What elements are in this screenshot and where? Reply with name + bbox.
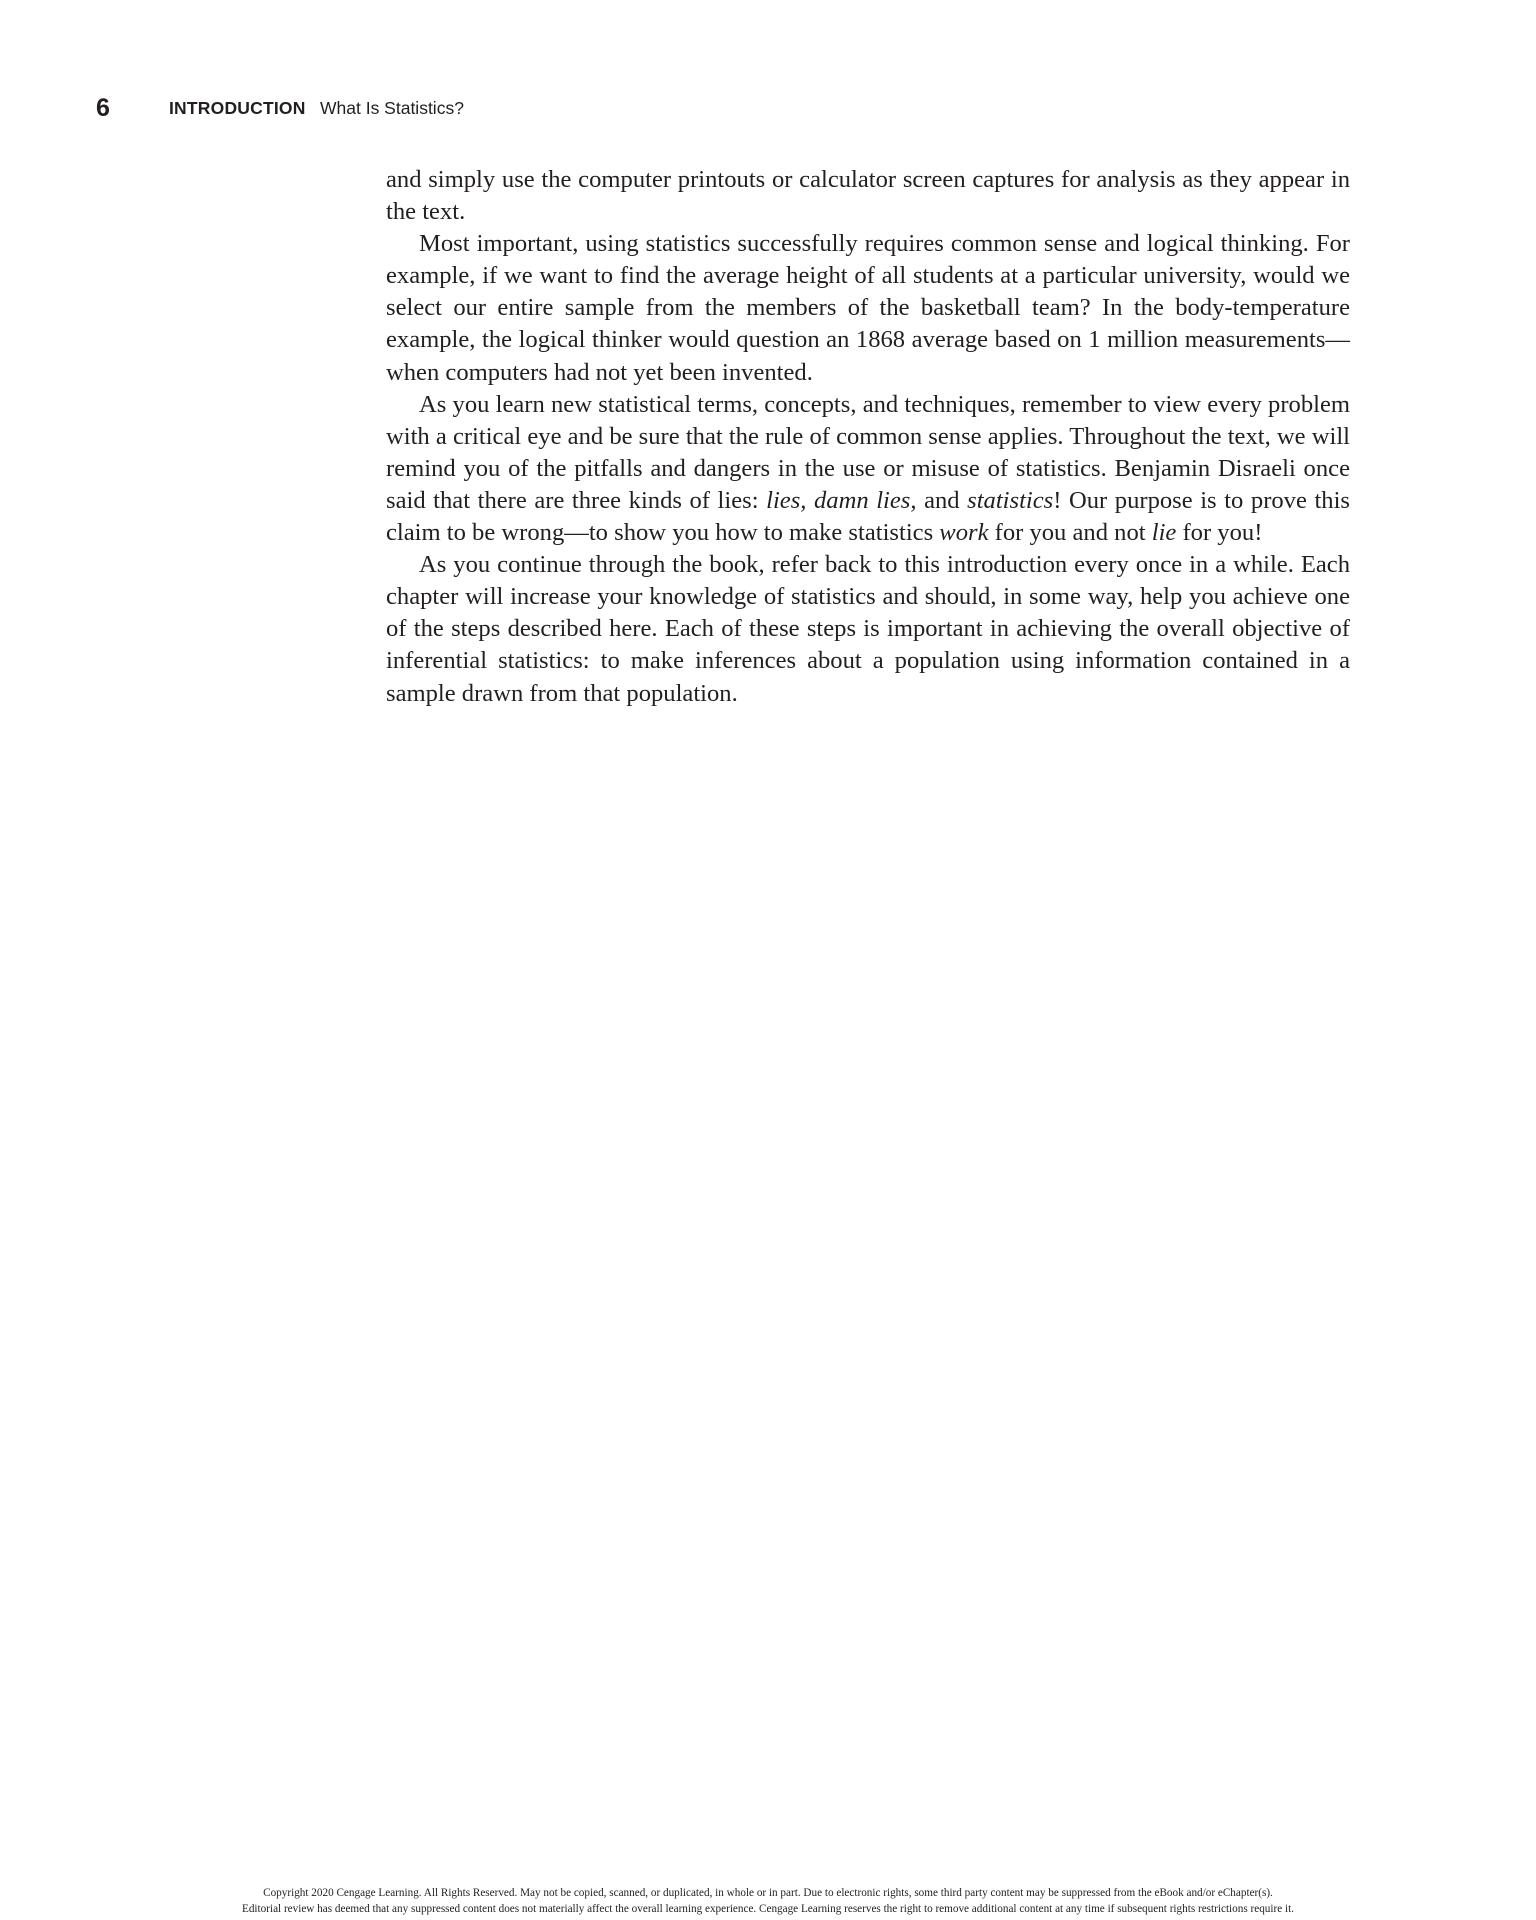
body-text xyxy=(386,164,1350,710)
italic-phrase: work xyxy=(939,519,989,547)
text-run: As you learn new statistical terms, concepts, and techniques, remember to view every problem with a critical eye and be sure that the rule of common sense applies. Throughout the text, we will remind you of the pitfalls and dangers in the use or misuse of statistics. Benjamin Disraeli once said that there are three kinds of lies: xyxy=(386,390,1350,514)
copyright-line-1: Copyright 2020 Cengage Learning. All Rights Reserved. May not be copied, scanned, or duplicated, in whole or in part. Due to electronic rights, some third party content may be suppressed from the eBook and/or eChapter(s). xyxy=(263,1887,1273,1899)
chapter-title: What Is Statistics? xyxy=(320,98,464,118)
paragraph-continued: and simply use the computer printouts or calculator screen captures for analysis as they appear in the text. xyxy=(386,166,1350,226)
page-number: 6 xyxy=(96,94,110,122)
italic-phrase: lie xyxy=(1151,519,1177,547)
italic-phrase: lies, damn lies, xyxy=(766,486,917,514)
text-run: for you! xyxy=(1176,519,1263,547)
italic-phrase: statistics xyxy=(967,486,1054,514)
text-run: ! Our purpose is to prove this claim to be wrong—to show you how to make statistics xyxy=(386,486,1350,547)
copyright-notice xyxy=(0,1886,1536,1917)
text-run: for you and not xyxy=(988,519,1152,547)
paragraph-critical-eye xyxy=(386,389,1350,549)
copyright-line-2: Editorial review has deemed that any suppressed content does not materially affect the overall learning experience. Cengage Learning reserves the right to remove additional content at any time if subsequent rights restrictions require it. xyxy=(242,1902,1294,1915)
chapter-label: INTRODUCTION xyxy=(169,98,306,118)
paragraph-continue-book: As you continue through the book, refer back to this introduction every once in a while. Each chapter will increase your knowledge of statistics and should, in some way, help you achieve one of the steps described here. Each of these steps is important in achieving the overall objective of inferential statistics: to make inferences about a population using information contained in a sample drawn from that population. xyxy=(386,551,1350,707)
text-run: and xyxy=(916,486,968,514)
paragraph-common-sense: Most important, using statistics successfully requires common sense and logical thinking. For example, if we want to find the average height of all students at a particular university, would we select our entire sample from the members of the basketball team? In the body-temperature example, the logical thinker would question an 1868 average based on 1 million measurements—when computers had not yet been invented. xyxy=(386,230,1350,386)
